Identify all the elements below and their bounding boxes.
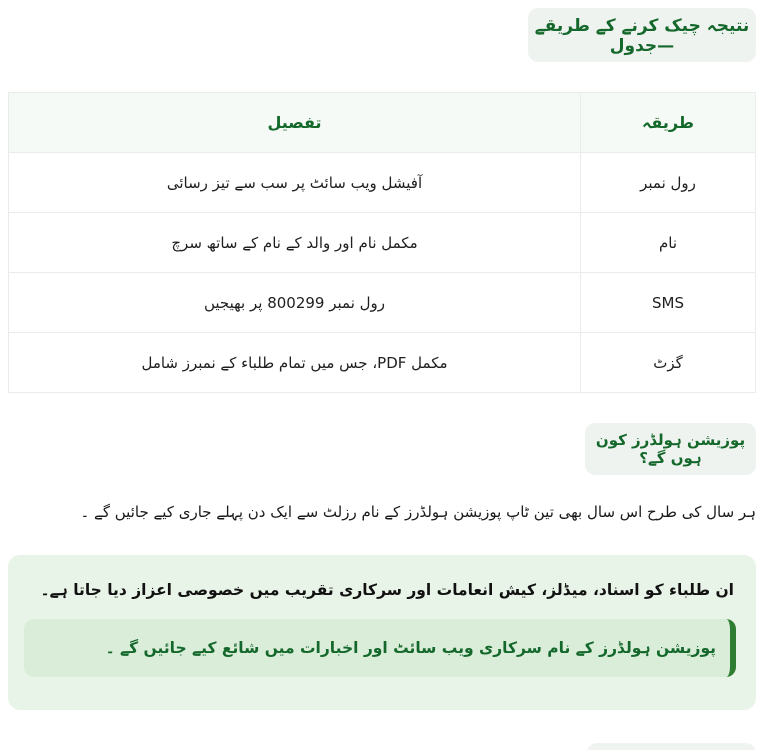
- method-cell: نام: [581, 213, 756, 273]
- section-title-chip: [528, 8, 756, 62]
- detail-cell: مکمل نام اور والد کے نام کے ساتھ سرچ: [9, 213, 581, 273]
- table-row: [9, 213, 756, 273]
- position-holders-heading-chip: [585, 423, 756, 475]
- method-cell: رول نمبر: [581, 153, 756, 213]
- detail-cell: رول نمبر 800299 پر بھیجیں: [9, 273, 581, 333]
- publish-highlight-text: پوزیشن ہولڈرز کے نام سرکاری ویب سائٹ اور اخبارات میں شائع کیے جائیں گے ۔: [105, 639, 716, 657]
- next-section-chip-partial: [587, 743, 756, 750]
- section-title-text: نتیجہ چیک کرنے کے طریقے—جدول: [534, 15, 750, 56]
- publish-highlight-box: [24, 619, 736, 677]
- result-check-methods-table: [8, 92, 756, 393]
- position-holders-heading-text: پوزیشن ہولڈرز کون ہوں گے؟: [595, 431, 746, 467]
- table-row: [9, 273, 756, 333]
- table-row: [9, 153, 756, 213]
- detail-cell: مکمل PDF، جس میں تمام طلباء کے نمبرز شامل: [9, 333, 581, 393]
- award-honor-text: ان طلباء کو اسناد، میڈلز، کیش انعامات اور سرکاری تقریب میں خصوصی اعزاز دیا جاتا ہے۔: [40, 581, 734, 599]
- position-holders-callout: [8, 555, 756, 710]
- column-header-method: طریقہ: [581, 93, 756, 153]
- position-holders-paragraph: ہر سال کی طرح اس سال بھی تین ٹاپ پوزیشن ہولڈرز کے نام رزلٹ سے ایک دن پہلے جاری کیے جائیں گے ۔: [80, 503, 756, 521]
- table-row: [9, 333, 756, 393]
- column-header-detail: تفصیل: [9, 93, 581, 153]
- detail-cell: آفیشل ویب سائٹ پر سب سے تیز رسائی: [9, 153, 581, 213]
- table-header-row: [9, 93, 756, 153]
- method-cell: SMS: [581, 273, 756, 333]
- method-cell: گزٹ: [581, 333, 756, 393]
